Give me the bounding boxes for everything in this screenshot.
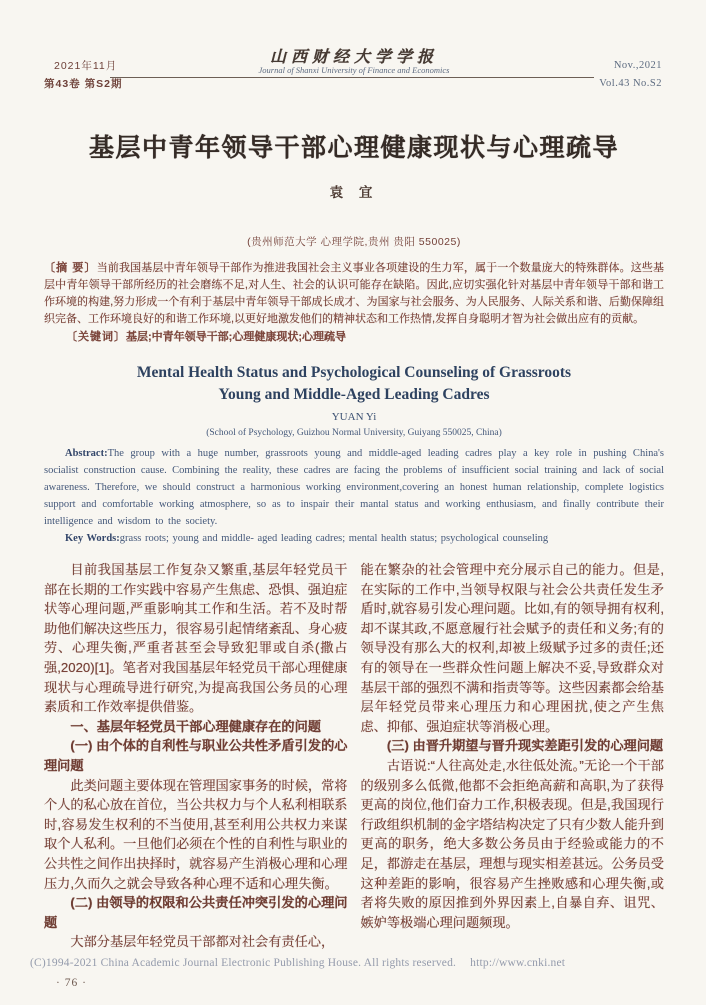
section-heading: (一) 由个体的自利性与职业公共性矛盾引发的心理问题: [44, 738, 348, 773]
volume-issue-en: Vol.43 No.S2: [599, 78, 662, 89]
body-paragraph: 古语说:“人往高处走,水往低处流。”无论一个干部的级别多么低微,他都不会拒绝高薪和高职,为了获得更高的岗位,他们奋力工作,积极表现。但是,我国现行行政组织机制的金字塔结构决定了只有少数人能升到更高的职务，绝大多数公务员由于经验或能力的不足，都游走在基层，理想与现实相差甚远。公务员受这种差距的影响，很容易产生挫败感和心理失衡,或者将失败的原因推到外界因素上,自暴自弃、诅咒、嫉妒等极端心理问题频现。: [360, 757, 664, 930]
masthead: [44, 44, 664, 102]
section-heading: (二) 由领导的权限和公共责任冲突引发的心理问题: [44, 895, 348, 930]
affiliation-cn: (贵州师范大学 心理学院,贵州 贵阳 550025): [247, 236, 461, 248]
body-paragraph: 此类问题主要体现在管理国家事务的时候，常将个人的私心放在首位，当公共权力与个人私利相联系时,容易发生权利的不当使用,甚至利用公共权力来谋取个人私利。一旦他们必须在个性的自利性与职业的公共性之间作出抉择时，就容易产生消极心理和心理压力,久而久之就会导致各种心理不适和心理失衡。: [44, 777, 348, 891]
journal-title-cn: 山西财经大学学报: [269, 49, 438, 66]
abstract-text-en: The group with a huge number, grassroots young and middle-aged leading cadres play a key role in pushing China's socialist construction cause. Combining the reality, these cadres are facing the problems of insufficient social training and lack of social awareness. Therefore, we should construct a harmonious working environment,covering an honest human relationship, complete logistics support and comfortable working atmosphere, so as to inspair their mantal status and working enthusiasm, and finally contribute their intelligence and wisdom to the society.: [44, 448, 664, 527]
abstract-en: [44, 445, 664, 530]
author-name-en: YUAN Yi: [331, 411, 377, 423]
body-paragraph: 能在繁杂的社会管理中充分展示自己的能力。但是,在实际的工作中,当领导权限与社会公共责任发生矛盾时,就容易引发心理问题。比如,有的领导拥有权利,却不谋其政,不愿意履行社会赋予的责任和义务;有的领导没有那么大的权利,却被上级赋予过多的责任;还有的领导在一些群众性问题上解决不妥,导致群众对基层干部的强烈不满和指责等等。这些因素都会给基层年轻党员带来心理压力和心理困扰,使之产生焦虑、抑郁、强迫症状等消极心理。: [360, 562, 664, 734]
affiliation-en: (School of Psychology, Guizhou Normal University, Guiyang 550025, China): [206, 428, 502, 438]
body-left-column: [44, 560, 348, 952]
section-heading: 一、基层年轻党员干部心理健康存在的问题: [70, 718, 321, 734]
english-section: [44, 362, 664, 547]
keywords-label-en: Key Words:: [65, 533, 120, 544]
cnki-watermark: [30, 957, 680, 969]
author-name-cn: 袁 宜: [329, 185, 379, 200]
keywords-cn: [44, 329, 664, 346]
abstract-label-en: Abstract:: [65, 448, 108, 459]
volume-issue-cn: 第43卷 第S2期: [44, 78, 123, 90]
body-paragraph: 目前我国基层工作复杂又繁重,基层年轻党员干部在长期的工作实践中容易产生焦虑、恐惧、强迫症状等心理问题,严重影响其工作和生活。若不及时帮助他们解决这些压力，很容易引起情绪紊乱、身心疲劳、心理失衡,严重者甚至会导致犯罪或自杀(撒占强,2020)[1]。笔者对我国基层年轻党员干部心理健康现状与心理疏导进行研究,为提高我国公务员的心理素质和工作效率提供借鉴。: [44, 562, 348, 715]
cnki-url: http://www.cnki.net: [470, 957, 566, 969]
keywords-text-cn: 基层;中青年领导干部;心理健康现状;心理疏导: [126, 331, 346, 343]
article-title-cn: 基层中青年领导干部心理健康现状与心理疏导: [88, 134, 619, 162]
masthead-date-volume-en: [599, 57, 662, 93]
abstract-label-cn: 〔摘 要〕: [44, 262, 97, 274]
section-heading: (三) 由晋升期望与晋升现实差距引发的心理问题: [386, 738, 664, 754]
page-content: [44, 0, 664, 952]
abstract-text-cn: 当前我国基层中青年领导干部作为推进我国社会主义事业各项建设的生力军，属于一个数量庞大的特殊群体。这些基层中青年领导干部所经历的社会磨练不足,对人生、社会的认识可能存在缺陷。因此,应切实强化针对基层中青年领导干部和谐工作环境的构建,努力形成一个有利于基层中青年领导干部成长成才、为国家与社会服务、为人民服务、人际关系和谐、后勤保障组织完备、工作环境良好的和谐工作环境,以更好地激发他们的精神状态和工作热情,发挥自身聪明才智为社会做出应有的贡献。: [44, 262, 664, 325]
masthead-rule: [110, 77, 594, 78]
issue-date-cn: 2021年11月: [54, 60, 118, 72]
article-title-en: [44, 362, 664, 406]
title-en-line1: Mental Health Status and Psychological Counseling of Grassroots: [136, 364, 572, 381]
keywords-text-en: grass roots; young and middle- aged leading cadres; mental health status; psychological counseling: [119, 533, 549, 544]
issue-date-en: Nov.,2021: [613, 60, 662, 71]
journal-title-en: Journal of Shanxi University of Finance and Economics: [258, 65, 450, 75]
body-right-column: [361, 560, 665, 952]
body-paragraph: 大部分基层年轻党员干部都对社会有责任心，: [70, 934, 335, 950]
copyright-text: (C)1994-2021 China Academic Journal Electronic Publishing House. All rights reserved.: [30, 957, 457, 969]
abstract-cn: [44, 260, 664, 328]
article-body: [44, 560, 664, 952]
masthead-date-volume-cn: [44, 57, 122, 93]
title-en-line2: Young and Middle-Aged Leading Cadres: [218, 386, 490, 403]
page-number: · 76 ·: [56, 977, 87, 989]
keywords-en: [44, 530, 664, 547]
keywords-label-cn: 〔关键词〕: [66, 331, 126, 343]
